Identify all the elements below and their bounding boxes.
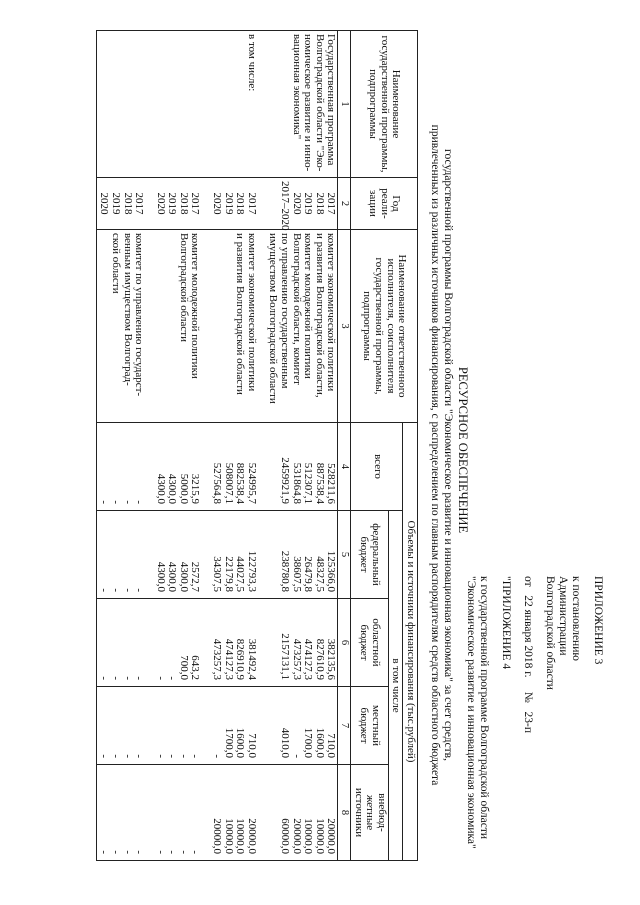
table-row-g3	[96, 31, 145, 861]
program-ref-line1: к государственной программе Волгоградской области	[478, 576, 490, 839]
column-number: 1	[338, 31, 351, 178]
column-number: 3	[338, 230, 351, 423]
document-title: РЕСУРСНОЕ ОБЕСПЕЧЕНИЕ	[456, 366, 470, 534]
header-program-name: Наименование государственной программы, подпрограммы	[351, 31, 418, 178]
g2-local-cell: - - - -	[153, 687, 201, 765]
column-number: 8	[338, 765, 351, 861]
g1-federal-cell: 122793,3 44027,5 22179,8 34307,5	[210, 511, 258, 599]
table-row-program	[266, 31, 338, 861]
program-name-cell: Государственная программа Волгоградской области "Эко- номическое развитие и инно- вационная экономика"	[266, 31, 338, 178]
program-local-cell: 710,0 1600,0 1700,0 - 4010,0	[266, 687, 338, 765]
g2-regional-cell: 643,2 700,0 - -	[153, 599, 201, 687]
appendix-4-label: "ПРИЛОЖЕНИЕ 4	[500, 576, 512, 670]
appendix-header	[464, 576, 604, 849]
appendix-3-label: ПРИЛОЖЕНИЕ 3	[592, 576, 604, 665]
header-extrabudgetary: внебюд- жетные источники	[351, 765, 389, 861]
document-subtitle	[428, 40, 454, 870]
date-number-line	[521, 576, 534, 849]
column-number: 6	[338, 599, 351, 687]
g2-executor-cell: комитет молодежной политики Волгоградской области	[153, 230, 201, 423]
resolution-line: к постановлению	[570, 576, 582, 661]
column-number: 7	[338, 687, 351, 765]
program-federal-cell: 125366,0 48327,5 26479,8 38607,5 238780,8	[266, 511, 338, 599]
g3-years-cell: 2017 2018 2019 2020	[96, 178, 145, 230]
header-executor: Наименование ответственного исполнителя, соисполнителя государственной программы, подпрограммы	[351, 230, 418, 423]
g3-executor-cell: комитет по управлению государст- венным имуществом Волгоград- ской области	[96, 230, 145, 423]
column-number: 4	[338, 423, 351, 511]
program-regional-cell: 382135,6 827610,9 474127,3 473257,3 2157131,1	[266, 599, 338, 687]
g1-years-cell: 2017 2018 2019 2020	[210, 178, 258, 230]
subtitle-line-2: привлеченных из различных источников финансирования, с распределением по главным распорядителям средств областного бюджета	[429, 124, 441, 786]
g2-total-cell: 3215,9 5000,0 4300,0 4300,0	[153, 423, 201, 511]
table-row-g2	[153, 31, 201, 861]
header-year: Год реали- зации	[351, 178, 418, 230]
resources-table	[96, 30, 418, 861]
column-number: 2	[338, 178, 351, 230]
header-volumes: Объемы и источники финансирования (тыс.рублей)	[403, 423, 418, 861]
resolution-date: 22 января 2018 г.	[522, 595, 534, 678]
header-local: местный бюджет	[351, 687, 389, 765]
g2-years-cell: 2017 2018 2019 2020	[153, 178, 201, 230]
column-number: 5	[338, 511, 351, 599]
number-sign: №	[522, 691, 534, 703]
program-extra-cell: 20000,0 10000,0 10000,0 20000,0 60000,0	[266, 765, 338, 861]
g3-extra-cell: - - - -	[96, 765, 145, 861]
program-total-cell: 528211,6 887538,4 512307,1 531864,8 2459921,9	[266, 423, 338, 511]
g3-total-cell: - - - -	[96, 423, 145, 511]
header-including: в том числе	[388, 511, 403, 861]
header-federal: федеральный бюджет	[351, 511, 389, 599]
g1-extra-cell: 20000,0 10000,0 10000,0 20000,0	[210, 765, 258, 861]
including-label: в том числе:	[210, 31, 258, 178]
table-row-g1	[210, 31, 258, 861]
g3-regional-cell: - - - -	[96, 599, 145, 687]
g3-federal-cell: - - - -	[96, 511, 145, 599]
subtitle-line-1: государственной программы Волгоградской области "Экономическое развитие и инновационная экономика" за счет средств,	[442, 149, 454, 761]
g3-local-cell: - - - -	[96, 687, 145, 765]
header-total: всего	[351, 423, 403, 511]
from-label: от	[522, 576, 534, 587]
region-line: Волгоградской области	[544, 576, 556, 690]
program-years-cell: 2017 2018 2019 2020 2017–2020	[266, 178, 338, 230]
program-ref-line2: "Экономическое развитие и инновационная экономика"	[465, 576, 477, 849]
resolution-number: 23-п	[522, 711, 534, 734]
g1-executor-cell: комитет экономической политики и развития Волгоградской области	[210, 230, 258, 423]
g1-local-cell: 710,0 1600,0 1700,0 -	[210, 687, 258, 765]
g2-federal-cell: 2572,7 4300,0 4300,0 4300,0	[153, 511, 201, 599]
administration-line: Администрации	[557, 576, 569, 656]
g1-total-cell: 524995,7 882538,4 508007,1 527564,8	[210, 423, 258, 511]
g1-regional-cell: 381492,4 826910,9 474127,3 473257,3	[210, 599, 258, 687]
g2-extra-cell: - - - -	[153, 765, 201, 861]
program-executors-cell: комитет экономической политики и развития Волгоградской области, комитет молодежной политики Волгоградской области, комитет по управлению государственным имуществом Волгоградской области	[266, 230, 338, 423]
header-regional: областной бюджет	[351, 599, 389, 687]
